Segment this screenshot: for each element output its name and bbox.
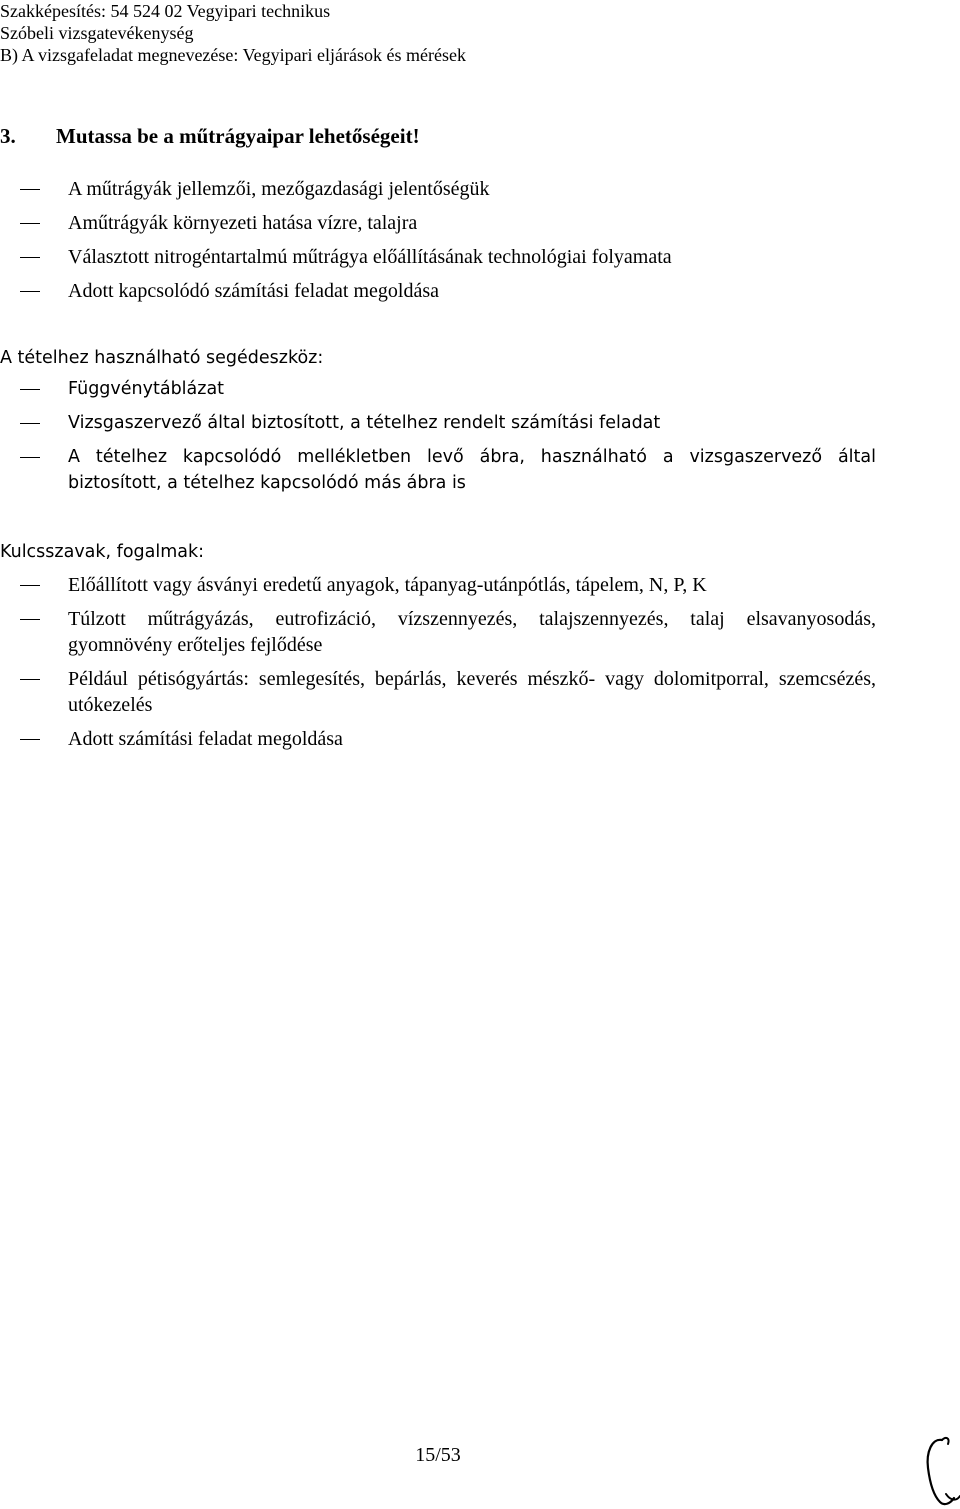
- dash-bullet-icon: [20, 679, 40, 680]
- keywords-heading: Kulcsszavak, fogalmak:: [0, 542, 205, 562]
- dash-bullet-icon: [20, 457, 40, 458]
- list-item: Előállított vagy ásványi eredetű anyagok, tápanyag-utánpótlás, tápelem, N, P, K: [0, 572, 876, 598]
- signature-mark: [920, 1432, 960, 1509]
- topic-list: [0, 176, 876, 304]
- tools-list: [0, 376, 876, 496]
- list-item: Adott számítási feladat megoldása: [0, 726, 876, 752]
- list-item: A műtrágyák jellemzői, mezőgazdasági jelentőségük: [0, 176, 876, 202]
- list-item: Függvénytáblázat: [0, 376, 876, 402]
- header-qualification: Szakképesítés: 54 524 02 Vegyipari technikus: [0, 1, 331, 21]
- list-item: Például pétisógyártás: semlegesítés, bepárlás, keverés mészkő- vagy dolomitporral, szemcsézés, utókezelés: [0, 666, 876, 718]
- dash-bullet-icon: [20, 389, 40, 390]
- dash-bullet-icon: [20, 257, 40, 258]
- dash-bullet-icon: [20, 585, 40, 586]
- list-item: Választott nitrogéntartalmú műtrágya előállításának technológiai folyamata: [0, 244, 876, 270]
- list-item: Túlzott műtrágyázás, eutrofizáció, vízszennyezés, talajszennyezés, talaj elsavanyosodás, gyomnövény erőteljes fejlődése: [0, 606, 876, 658]
- task-title-text: Mutassa be a műtrágyaipar lehetőségeit!: [56, 124, 420, 148]
- list-item: A tételhez kapcsolódó mellékletben levő ábra, használható a vizsgaszervező által biztosított, a tételhez kapcsolódó más ábra is: [0, 444, 876, 496]
- header-exam-task: B) A vizsgafeladat megnevezése: Vegyipari eljárások és mérések: [0, 45, 466, 65]
- dash-bullet-icon: [20, 291, 40, 292]
- list-item: Vizsgaszervező által biztosított, a tételhez rendelt számítási feladat: [0, 410, 876, 436]
- page-number: 15/53: [415, 1444, 461, 1466]
- task-title: [0, 124, 420, 149]
- dash-bullet-icon: [20, 739, 40, 740]
- tools-heading: A tételhez használható segédeszköz:: [0, 348, 324, 368]
- list-item: Aműtrágyák környezeti hatása vízre, talajra: [0, 210, 876, 236]
- task-number: 3.: [0, 124, 16, 148]
- header-exam-type: Szóbeli vizsgatevékenység: [0, 23, 194, 43]
- dash-bullet-icon: [20, 223, 40, 224]
- list-item: Adott kapcsolódó számítási feladat megoldása: [0, 278, 876, 304]
- dash-bullet-icon: [20, 423, 40, 424]
- keywords-list: [0, 572, 876, 752]
- dash-bullet-icon: [20, 189, 40, 190]
- dash-bullet-icon: [20, 619, 40, 620]
